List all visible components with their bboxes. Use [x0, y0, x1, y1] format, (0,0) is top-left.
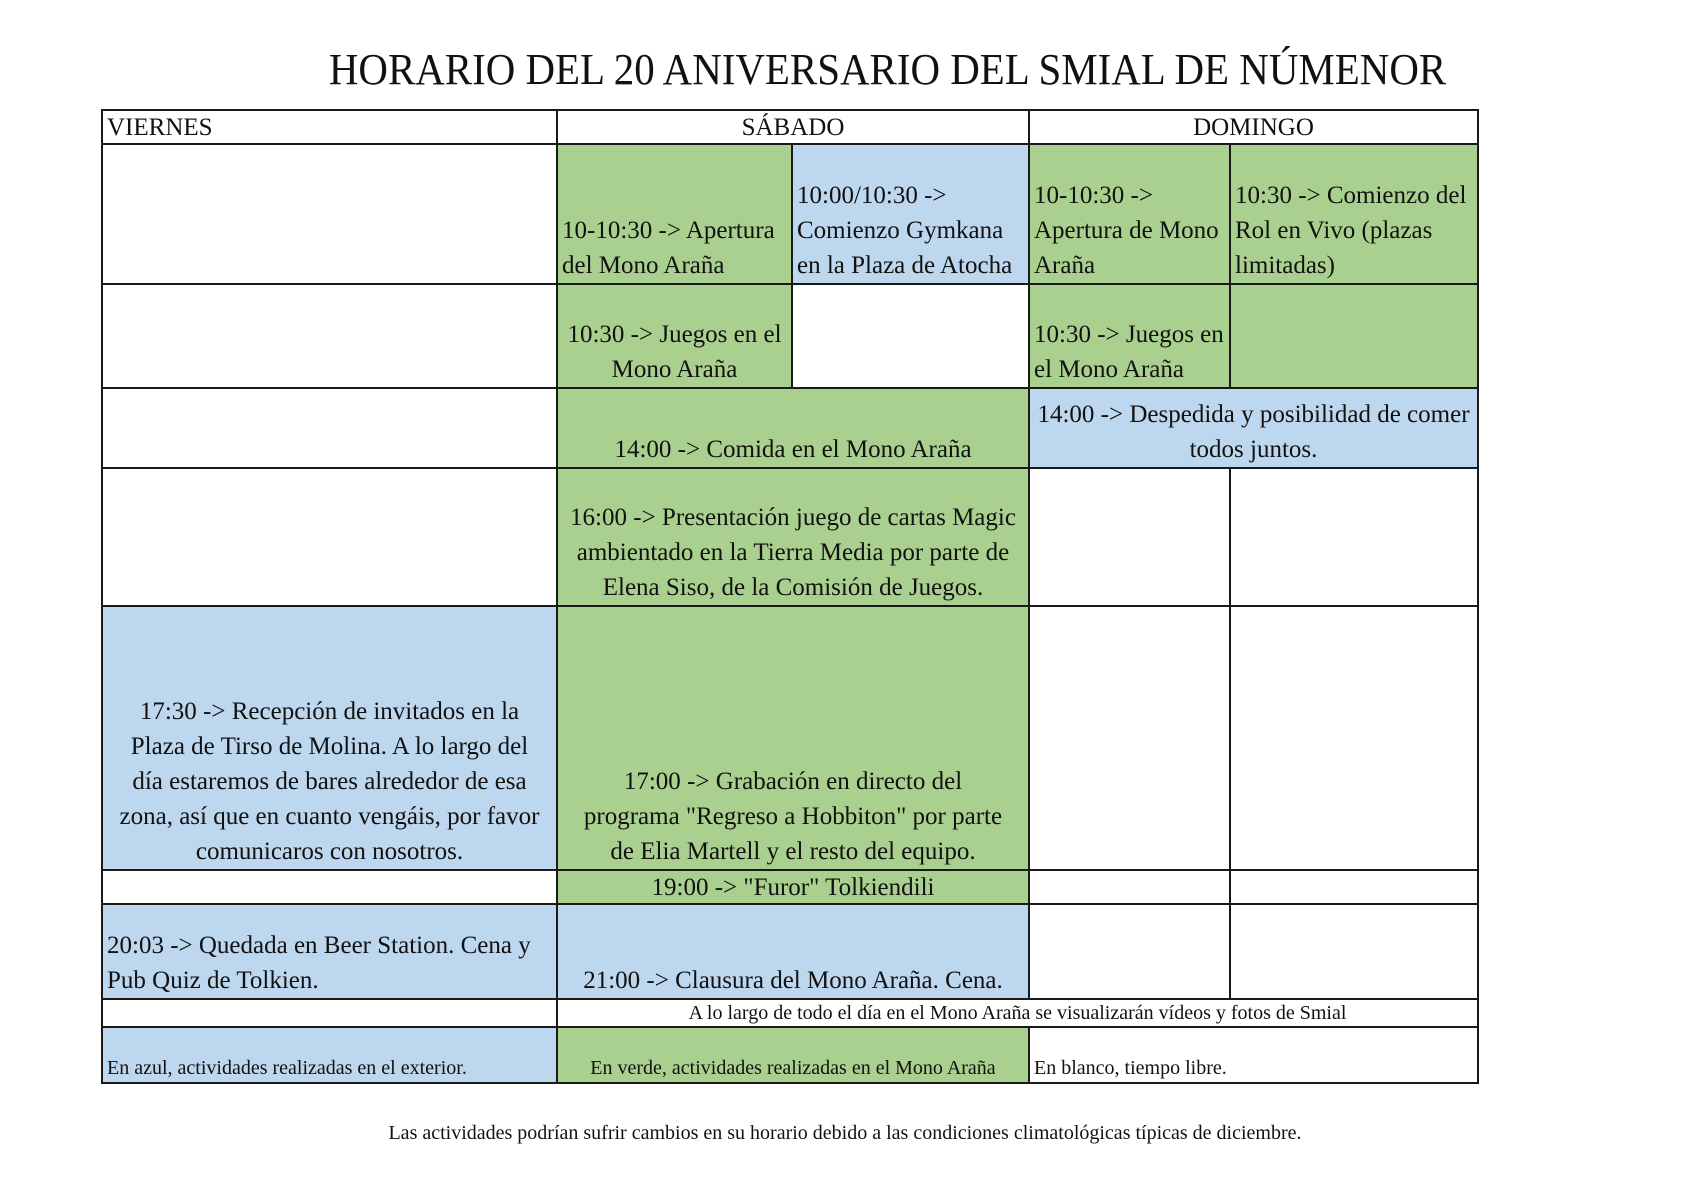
row1-domingo-rol-text: 10:30 -> Comienzo del Rol en Vivo (plazas limitadas) — [1235, 182, 1467, 279]
row1-domingo-apertura-cell — [1028, 143, 1231, 285]
row5-viernes-recepcion-text: 17:30 -> Recepción de invitados en la Plaza de Tirso de Molina. A lo largo del día estaremos de bares alrededor de esa zona, así que en cuanto vengáis, por favor comunicaros con nosotros. — [119, 698, 540, 865]
row4-viernes-cell — [101, 467, 558, 607]
row4-sabado-magic-text: 16:00 -> Presentación juego de cartas Magic ambientado en la Tierra Media por parte de Elena Siso, de la Comisión de Juegos. — [570, 504, 1016, 601]
row1-sabado-apertura-text: 10-10:30 -> Apertura del Mono Araña — [562, 217, 775, 279]
legend-blue-cell — [101, 1026, 558, 1084]
row6-sabado-furor-text: 19:00 -> "Furor" Tolkiendili — [651, 873, 935, 901]
row2-domingo-green-cell — [1229, 283, 1479, 389]
row7-viernes-quedada-cell — [101, 903, 558, 1000]
row4-sabado-magic-cell — [556, 467, 1030, 607]
row5-viernes-recepcion-cell — [101, 605, 558, 871]
row1-sabado-gymkana-cell — [791, 143, 1030, 285]
legend-white-text: En blanco, tiempo libre. — [1034, 1057, 1227, 1079]
row8-note-text: A lo largo de todo el día en el Mono Araña se visualizarán vídeos y fotos de Smial — [688, 1001, 1347, 1024]
header-domingo-label: DOMINGO — [1193, 113, 1314, 141]
legend-white-cell — [1028, 1026, 1479, 1084]
legend-blue-text: En azul, actividades realizadas en el exterior. — [107, 1057, 467, 1079]
row6-sabado-furor-cell — [556, 869, 1030, 905]
row3-viernes-cell — [101, 387, 558, 469]
row2-sabado-juegos-text: 10:30 -> Juegos en el Mono Araña — [567, 321, 782, 383]
row4-domingo-a-cell — [1028, 467, 1231, 607]
row3-domingo-despedida-text: 14:00 -> Despedida y posibilidad de comer todos juntos. — [1037, 401, 1470, 463]
row6-viernes-cell — [101, 869, 558, 905]
row5-sabado-grabacion-cell — [556, 605, 1030, 871]
row8-note-cell — [556, 998, 1479, 1028]
row2-domingo-juegos-text: 10:30 -> Juegos en el Mono Araña — [1034, 321, 1224, 383]
row1-sabado-gymkana-text: 10:00/10:30 -> Comienzo Gymkana en la Plaza de Atocha — [797, 182, 1013, 279]
row3-sabado-comida-cell — [556, 387, 1030, 469]
row7-sabado-clausura-text: 21:00 -> Clausura del Mono Araña. Cena. — [583, 967, 1003, 994]
row6-domingo-a-cell — [1028, 869, 1231, 905]
row5-domingo-a-cell — [1028, 605, 1231, 871]
footer-note: Las actividades podrían sufrir cambios en su horario debido a las condiciones climatológicas típicas de diciembre. — [388, 1122, 1302, 1144]
header-viernes-label: VIERNES — [107, 113, 213, 141]
page-title: HORARIO DEL 20 ANIVERSARIO DEL SMIAL DE NÚMENOR — [328, 45, 1447, 94]
row2-domingo-juegos-cell — [1028, 283, 1231, 389]
row2-sabado-empty-cell — [791, 283, 1030, 389]
row1-domingo-apertura-text: 10-10:30 -> Apertura de Mono Araña — [1034, 182, 1219, 279]
row7-domingo-a-cell — [1028, 903, 1231, 1000]
row5-sabado-grabacion-text: 17:00 -> Grabación en directo del programa "Regreso a Hobbiton" por parte de Elia Martell y el resto del equipo. — [583, 768, 1003, 865]
row1-viernes-cell — [101, 143, 558, 285]
row2-viernes-cell — [101, 283, 558, 389]
row6-domingo-b-cell — [1229, 869, 1479, 905]
header-viernes — [101, 109, 558, 145]
row3-domingo-despedida-cell — [1028, 387, 1479, 469]
row5-domingo-b-cell — [1229, 605, 1479, 871]
row4-domingo-b-cell — [1229, 467, 1479, 607]
row7-viernes-quedada-text: 20:03 -> Quedada en Beer Station. Cena y Pub Quiz de Tolkien. — [107, 932, 531, 994]
legend-green-text: En verde, actividades realizadas en el Mono Araña — [590, 1057, 996, 1079]
header-domingo — [1028, 109, 1479, 145]
row2-sabado-juegos-cell — [556, 283, 793, 389]
row1-sabado-apertura-cell — [556, 143, 793, 285]
legend-green-cell — [556, 1026, 1030, 1084]
row7-domingo-b-cell — [1229, 903, 1479, 1000]
row7-sabado-clausura-cell — [556, 903, 1030, 1000]
row8-viernes-cell — [101, 998, 558, 1028]
row1-domingo-rol-cell — [1229, 143, 1479, 285]
header-sabado — [556, 109, 1030, 145]
row3-sabado-comida-text: 14:00 -> Comida en el Mono Araña — [614, 436, 972, 463]
header-sabado-label: SÁBADO — [741, 113, 845, 141]
